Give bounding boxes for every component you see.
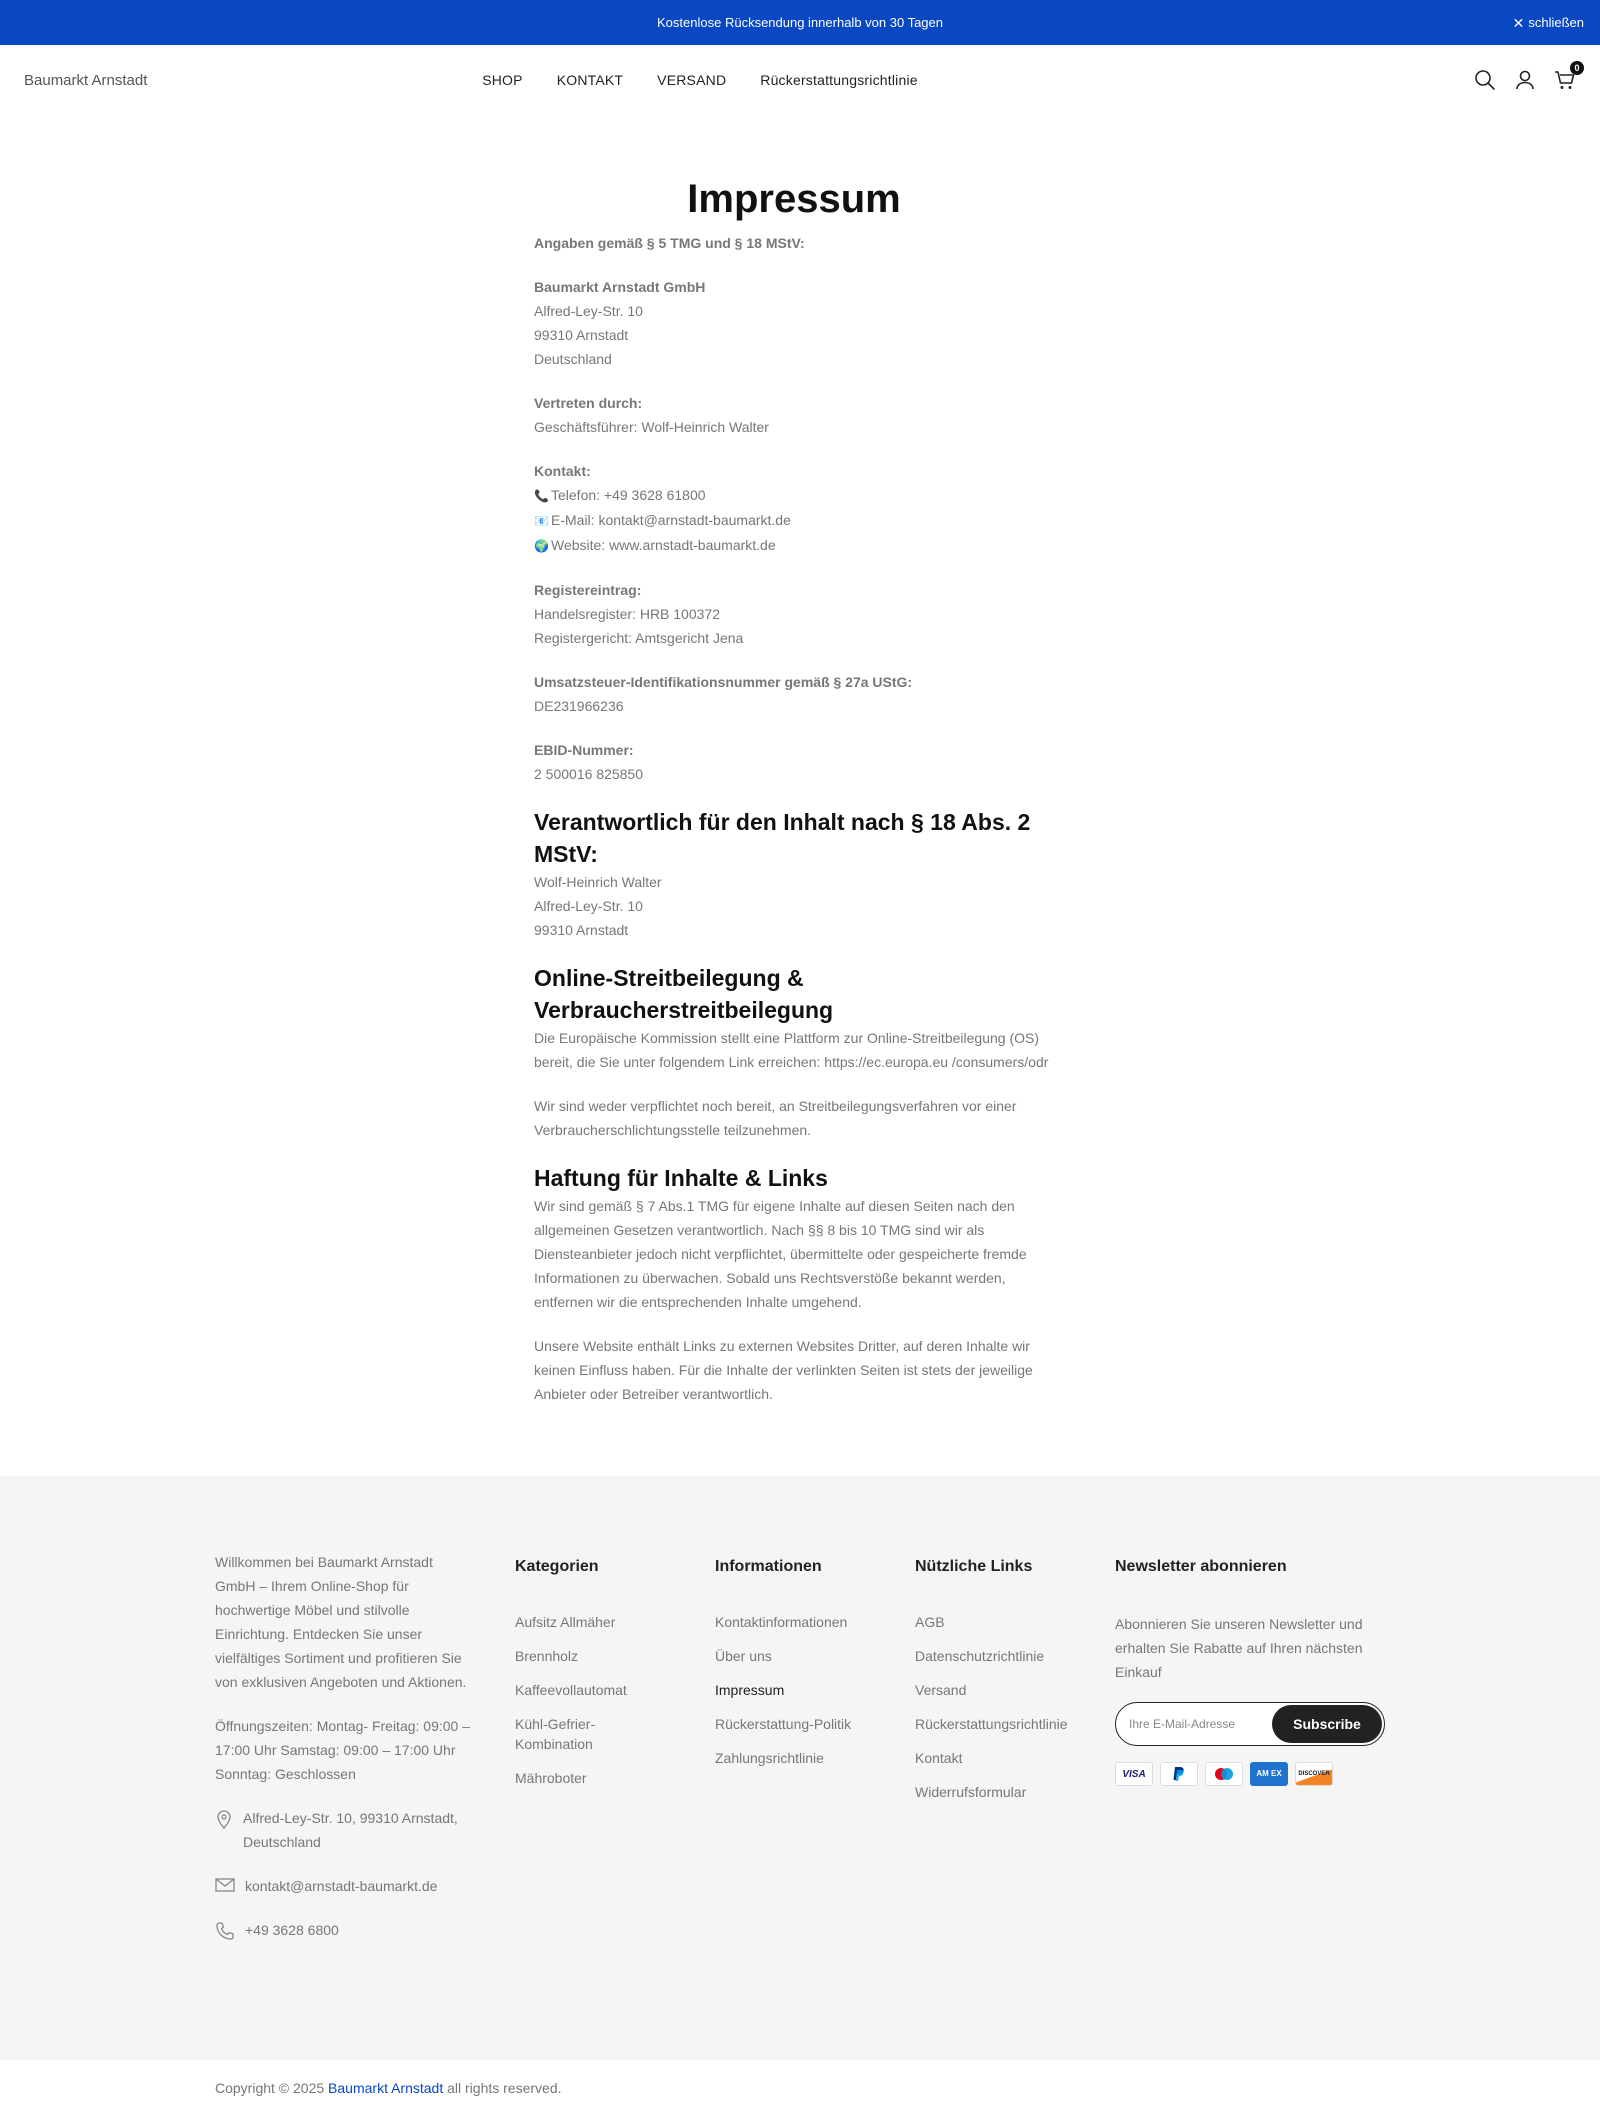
contact-email-row [534, 508, 1054, 533]
nav-kontakt[interactable]: KONTAKT [556, 72, 624, 88]
categories-list [515, 1612, 685, 1788]
company-country: Deutschland [534, 351, 612, 367]
copyright [215, 2080, 562, 2096]
represented-label: Vertreten durch: [534, 395, 643, 411]
footer-email-row [215, 1874, 475, 1898]
paypal-icon [1160, 1762, 1198, 1786]
intro-label: Angaben gemäß § 5 TMG und § 18 MStV: [534, 235, 805, 251]
contact-label: Kontakt: [534, 463, 591, 479]
close-label: schließen [1528, 15, 1584, 30]
information-link[interactable]: Zahlungsrichtlinie [715, 1750, 824, 1766]
information-heading: Informationen [715, 1558, 822, 1575]
announcement-bar [0, 0, 1600, 45]
register-label: Registereintrag: [534, 582, 642, 598]
useful-link[interactable]: Kontakt [915, 1750, 963, 1766]
useful-link[interactable]: Versand [915, 1682, 967, 1698]
register-hr: Handelsregister: HRB 100372 [534, 606, 720, 622]
footer-phone[interactable]: +49 3628 6800 [245, 1922, 339, 1938]
main-content [534, 115, 1054, 1486]
register-court: Registergericht: Amtsgericht Jena [534, 630, 744, 646]
visa-icon: VISA [1115, 1762, 1153, 1786]
useful-link[interactable]: AGB [915, 1614, 945, 1630]
footer-newsletter [1115, 1550, 1395, 1786]
footer-email[interactable]: kontakt@arnstadt-baumarkt.de [245, 1878, 438, 1894]
account-icon[interactable] [1514, 69, 1536, 91]
information-link-active[interactable]: Impressum [715, 1682, 785, 1698]
vat-label: Umsatzsteuer-Identifikationsnummer gemäß § 27a UStG: [534, 674, 913, 690]
footer-categories [515, 1550, 685, 1802]
useful-link[interactable]: Datenschutzrichtlinie [915, 1648, 1045, 1664]
site-footer [0, 1476, 1600, 2060]
liability-block [534, 1162, 1054, 1406]
represented-value: Geschäftsführer: Wolf-Heinrich Walter [534, 419, 769, 435]
cart-icon[interactable] [1554, 63, 1580, 91]
phone-icon [215, 1921, 235, 1941]
globe-icon: 🌍 [534, 539, 549, 553]
contact-block [534, 459, 1054, 558]
footer-address: Alfred-Ley-Str. 10, 99310 Arnstadt, Deutschland [243, 1810, 458, 1850]
register-block [534, 578, 1054, 650]
useful-link[interactable]: Rückerstattungsrichtlinie [915, 1716, 1068, 1732]
maestro-icon [1205, 1762, 1243, 1786]
footer-about-text: Willkommen bei Baumarkt Arnstadt GmbH – Ihrem Online-Shop für hochwertige Möbel und stilvolle Einrichtung. Entdecken Sie unser vielfältiges Sortiment und profitieren Sie von exklusiven Angeboten und Aktionen. [215, 1554, 467, 1690]
vat-value: DE231966236 [534, 698, 624, 714]
dispute-block [534, 962, 1054, 1142]
location-pin-icon [215, 1809, 233, 1829]
information-list [715, 1612, 895, 1768]
ebid-block [534, 738, 1054, 786]
category-link[interactable]: Kühl-Gefrier-Kombination [515, 1716, 596, 1752]
responsible-name: Wolf-Heinrich Walter [534, 874, 662, 890]
site-header [0, 45, 1600, 115]
footer-phone-row [215, 1918, 475, 1942]
information-link[interactable]: Rückerstattung-Politik [715, 1716, 852, 1732]
newsletter-heading: Newsletter abonnieren [1115, 1558, 1287, 1575]
contact-website[interactable]: Website: www.arnstadt-baumarkt.de [551, 537, 776, 553]
announcement-text: Kostenlose Rücksendung innerhalb von 30 Tagen [657, 15, 943, 30]
page-title: Impressum [687, 177, 901, 221]
announcement-close-button[interactable] [1513, 0, 1584, 45]
useful-links-heading: Nützliche Links [915, 1558, 1033, 1575]
nav-versand[interactable]: VERSAND [657, 72, 727, 88]
liability-paragraph-1: Wir sind gemäß § 7 Abs.1 TMG für eigene Inhalte auf diesen Seiten nach den allgemeinen Gesetzen verantwortlich. Nach §§ 8 bis 10 TMG sind wir als Diensteanbieter jedoch nicht verpflichtet, übermittelte oder gespeicherte fremde Informationen zu überwachen. Sobald uns Rechtsverstöße bekannt werden, entfernen wir die entsprechenden Inhalte umgehend. [534, 1198, 1027, 1310]
close-icon: ✕ [1512, 14, 1525, 31]
footer-address-row [215, 1806, 475, 1854]
information-link[interactable]: Über uns [715, 1648, 772, 1664]
contact-website-row [534, 533, 1054, 558]
footer-information [715, 1550, 895, 1782]
dispute-heading: Online-Streitbeilegung & Verbraucherstreitbeilegung [534, 965, 834, 1023]
responsible-block [534, 806, 1054, 942]
ebid-value: 2 500016 825850 [534, 766, 643, 782]
represented-block [534, 391, 1054, 439]
mail-icon: 📧 [534, 514, 549, 528]
footer-about [215, 1550, 475, 1962]
liability-heading: Haftung für Inhalte & Links [534, 1165, 828, 1191]
nav-rueckerstattung[interactable]: Rückerstattungsrichtlinie [760, 72, 918, 88]
categories-heading: Kategorien [515, 1558, 599, 1575]
company-city: 99310 Arnstadt [534, 327, 629, 343]
company-block [534, 275, 1054, 371]
company-street: Alfred-Ley-Str. 10 [534, 303, 643, 319]
site-logo[interactable]: Baumarkt Arnstadt [24, 71, 148, 89]
cart-count-badge: 0 [1570, 61, 1584, 75]
category-link[interactable]: Aufsitz Allmäher [515, 1614, 616, 1630]
search-icon[interactable] [1474, 69, 1496, 91]
contact-phone-row [534, 483, 1054, 508]
amex-icon: AM EX [1250, 1762, 1288, 1786]
useful-link[interactable]: Widerrufsformular [915, 1784, 1027, 1800]
vat-block [534, 670, 1054, 718]
category-link[interactable]: Kaffeevollautomat [515, 1682, 627, 1698]
newsletter-email-input[interactable] [1118, 1717, 1272, 1731]
dispute-paragraph-1: Die Europäische Kommission stellt eine Plattform zur Online-Streitbeilegung (OS) bereit, die Sie unter folgendem Link erreichen: https://ec.europa.eu /consumers/odr [534, 1030, 1049, 1070]
company-name: Baumarkt Arnstadt GmbH [534, 279, 706, 295]
responsible-city: 99310 Arnstadt [534, 922, 629, 938]
newsletter-form [1115, 1702, 1385, 1746]
header-icons [1474, 63, 1580, 91]
information-link[interactable]: Kontaktinformationen [715, 1614, 848, 1630]
category-link[interactable]: Brennholz [515, 1648, 579, 1664]
category-link[interactable]: Mähroboter [515, 1770, 587, 1786]
copyright-suffix: all rights reserved. [447, 2080, 562, 2096]
useful-links-list [915, 1612, 1105, 1802]
intro-block [534, 231, 1054, 255]
newsletter-text: Abonnieren Sie unseren Newsletter und erhalten Sie Rabatte auf Ihren nächsten Einkauf [1115, 1616, 1363, 1680]
phone-icon: 📞 [534, 489, 549, 503]
copyright-prefix: Copyright © 2025 [215, 2080, 325, 2096]
discover-icon: DISCOVER [1295, 1762, 1333, 1786]
ebid-label: EBID-Nummer: [534, 742, 634, 758]
footer-hours: Öffnungszeiten: Montag- Freitag: 09:00 – 17:00 Uhr Samstag: 09:00 – 17:00 Uhr Sonntag: Geschlossen [215, 1718, 471, 1782]
responsible-street: Alfred-Ley-Str. 10 [534, 898, 643, 914]
copyright-brand-link[interactable]: Baumarkt Arnstadt [328, 2080, 444, 2096]
payment-methods [1115, 1762, 1395, 1786]
subscribe-button[interactable]: Subscribe [1272, 1705, 1382, 1743]
responsible-heading: Verantwortlich für den Inhalt nach § 18 Abs. 2 MStV: [534, 809, 1031, 867]
contact-phone: Telefon: +49 3628 61800 [551, 487, 706, 503]
dispute-paragraph-2: Wir sind weder verpflichtet noch bereit, an Streitbeilegungsverfahren vor einer Verbraucherschlichtungsstelle teilzunehmen. [534, 1098, 1017, 1138]
envelope-icon [215, 1877, 235, 1893]
contact-email[interactable]: E-Mail: kontakt@arnstadt-baumarkt.de [551, 512, 791, 528]
footer-useful-links [915, 1550, 1105, 1816]
liability-paragraph-2: Unsere Website enthält Links zu externen Websites Dritter, auf deren Inhalte wir keinen Einfluss haben. Für die Inhalte der verlinkten Seiten ist stets der jeweilige Anbieter oder Betreiber verantwortlich. [534, 1338, 1033, 1402]
nav-shop[interactable]: SHOP [482, 72, 523, 88]
